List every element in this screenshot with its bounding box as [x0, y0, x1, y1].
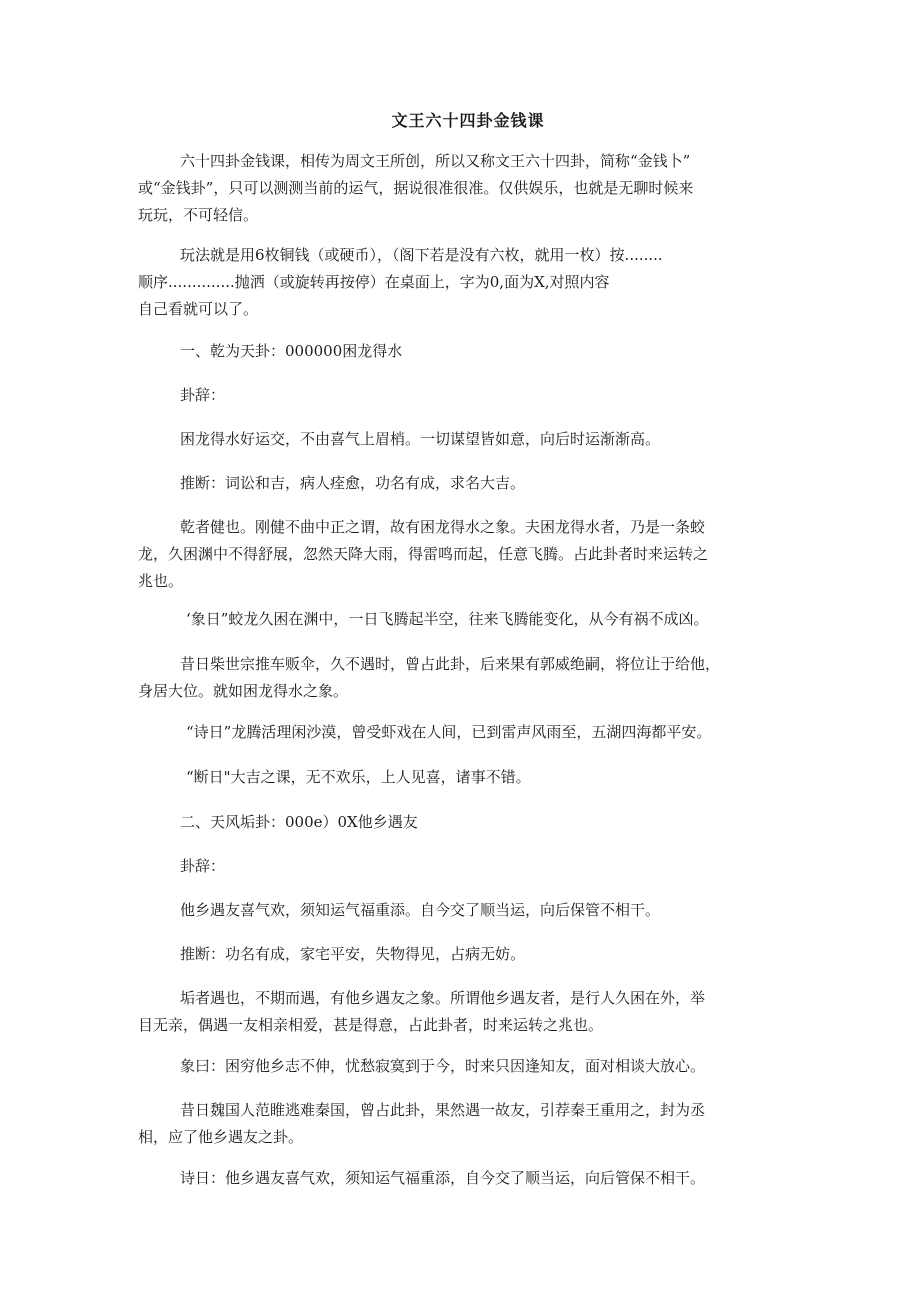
page-title: 文王六十四卦金钱课	[391, 111, 545, 130]
method-line: 玩法就是用6枚铜钱（或硬币），（阁下若是没有六枚，就用一枚）按........	[180, 246, 663, 264]
hex1-story-line: 昔日柴世宗推车贩伞，久不遇时，曾占此卦，后来果有郭威绝嗣，将位让于给他，	[180, 655, 721, 673]
hex1-ci-text: 困龙得水好运交，不由喜气上眉梢。一切谋望皆如意，向后时运渐渐高。	[180, 430, 661, 448]
hex1-verdict: “断日"大吉之课，无不欢乐，上人见喜，诸事不错。	[186, 768, 531, 786]
hex1-duan: 推断：词讼和吉，病人痊愈，功名有成，求名大吉。	[180, 474, 526, 492]
hex2-ci-label: 卦辞：	[180, 857, 226, 875]
hex1-story	[138, 651, 798, 705]
hex1-poem: “诗日”龙腾活理闲沙漠，曾受虾戏在人间，已到雷声风雨至，五湖四海都平安。	[186, 723, 712, 741]
hex2-heading: 二、天风垢卦：000e）0X他乡遇友	[180, 813, 418, 831]
hex1-explain	[138, 514, 798, 595]
hex2-explain-line: 垢者遇也，不期而遇，有他乡遇友之象。所谓他乡遇友者，是行人久困在外，举	[180, 989, 706, 1007]
intro-line: 六十四卦金钱课，相传为周文王所创，所以又称文王六十四卦，简称“金钱卜”	[180, 152, 691, 170]
method-line: 自己看就可以了。	[138, 300, 259, 318]
hex2-story-line: 昔日魏国人范睢逃难秦国，曾占此卦，果然遇一故友，引荐秦王重用之，封为丞	[180, 1101, 706, 1119]
hex2-story	[138, 1097, 798, 1151]
hex2-poem: 诗日：他乡遇友喜气欢，须知运气福重添，自今交了顺当运，向后管保不相干。	[180, 1169, 706, 1187]
hex2-explain	[138, 985, 798, 1039]
hex1-ci-label: 卦辞：	[180, 386, 226, 404]
method-paragraph	[138, 242, 798, 323]
hex2-ci-text: 他乡遇友喜气欢，须知运气福重添。自今交了顺当运，向后保管不相干。	[180, 901, 661, 919]
intro-line: 或“金钱卦”，只可以测测当前的运气，据说很准很准。仅供娱乐，也就是无聊时候来	[138, 179, 694, 197]
intro-paragraph	[138, 148, 798, 229]
hex2-xiang: 象曰：困穷他乡志不伸，忧愁寂寞到于今，时来只因逢知友，面对相谈大放心。	[180, 1057, 706, 1075]
hex1-heading: 一、乾为天卦：000000困龙得水	[180, 342, 403, 360]
hex2-duan: 推断：功名有成，家宅平安，失物得见，占病无妨。	[180, 945, 526, 963]
hex1-explain-line: 乾者健也。刚健不曲中正之谓，故有困龙得水之象。夫困龙得水者，乃是一条蛟	[180, 518, 706, 536]
hex2-story-line: 相，应了他乡遇友之卦。	[138, 1128, 304, 1146]
method-line: 顺序..............抛洒（或旋转再按停）在桌面上，字为0,面为X,对照内容	[138, 273, 610, 291]
hex1-explain-line: 龙，久困渊中不得舒展，忽然天降大雨，得雷鸣而起，任意飞腾。占此卦者时来运转之	[138, 545, 709, 563]
hex1-story-line: 身居大位。就如困龙得水之象。	[138, 682, 349, 700]
hex1-xiang: ‘象日”蛟龙久困在渊中，一日飞腾起半空，往来飞腾能变化，从今有祸不成凶。	[186, 610, 709, 628]
intro-line: 玩玩，不可轻信。	[138, 206, 259, 224]
hex2-explain-line: 目无亲，偶遇一友相亲相爱，甚是得意，占此卦者，时来运转之兆也。	[138, 1016, 604, 1034]
hex1-explain-line: 兆也。	[138, 572, 184, 590]
